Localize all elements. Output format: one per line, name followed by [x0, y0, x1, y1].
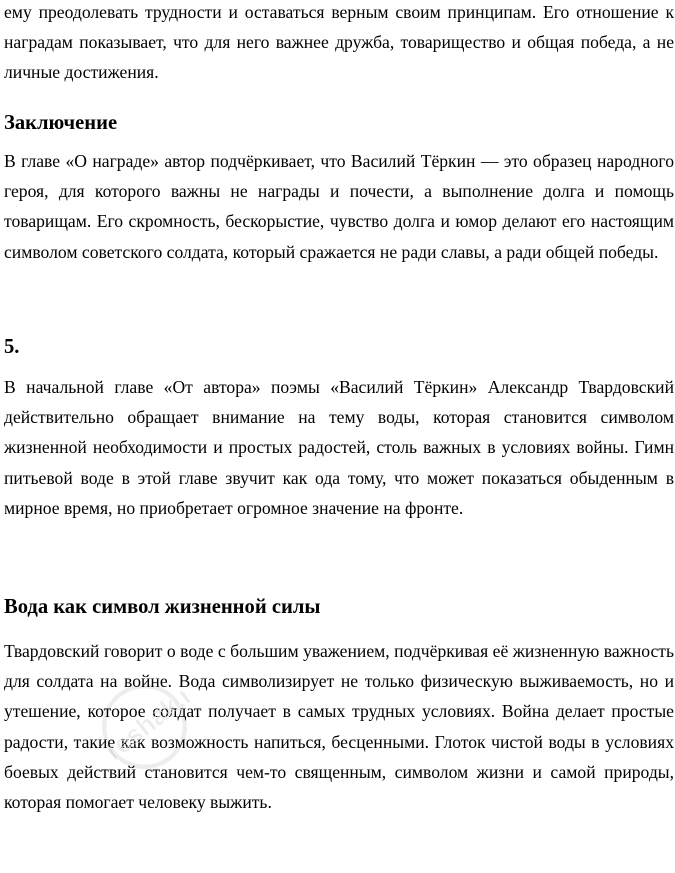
paragraph-conclusion: В главе «О награде» автор подчёркивает, что Василий Тёркин — это образец народного героя, для которого важны не награды и почести, а выполнение долга и помощь товарищам. Его скромность, бескорыстие, чувство долга и юмор делают его настоящим символом советского солдата, который сражается не ради славы, а ради общей победы.: [4, 151, 674, 262]
paragraph-intro-continuation: ему преодолевать трудности и оставаться верным своим принципам. Его отношение к наградам показывает, что для него важнее дружба, товарищество и общая победа, а не личные достижения.: [4, 2, 674, 83]
heading-water-symbol: Вода как символ жизненной силы: [4, 596, 321, 618]
section-number: 5.: [4, 336, 20, 358]
paragraph-water: Твардовский говорит о воде с большим уважением, подчёркивая её жизненную важность для солдата на войне. Вода символизирует не только физическую выживаемость, но и утешение, которое солдат получает в самых трудных условиях. Война делает простые радости, такие как возможность напиться, бесценными. Глоток чистой воды в условиях боевых действий становится чем-то священным, символом жизни и самой природы, которая помогает человеку выжить.: [4, 641, 674, 813]
paragraph-from-author: В начальной главе «От автора» поэмы «Василий Тёркин» Александр Твардовский действительно обращает внимание на тему воды, которая становится символом жизненной необходимости и простых радостей, столь важных в условиях войны. Гимн питьевой воде в этой главе звучит как ода тому, что может показаться обыденным в мирное время, но приобретает огромное значение на фронте.: [4, 377, 674, 518]
watermark-text: reshak.ru: [99, 669, 211, 767]
heading-conclusion: Заключение: [4, 112, 118, 134]
